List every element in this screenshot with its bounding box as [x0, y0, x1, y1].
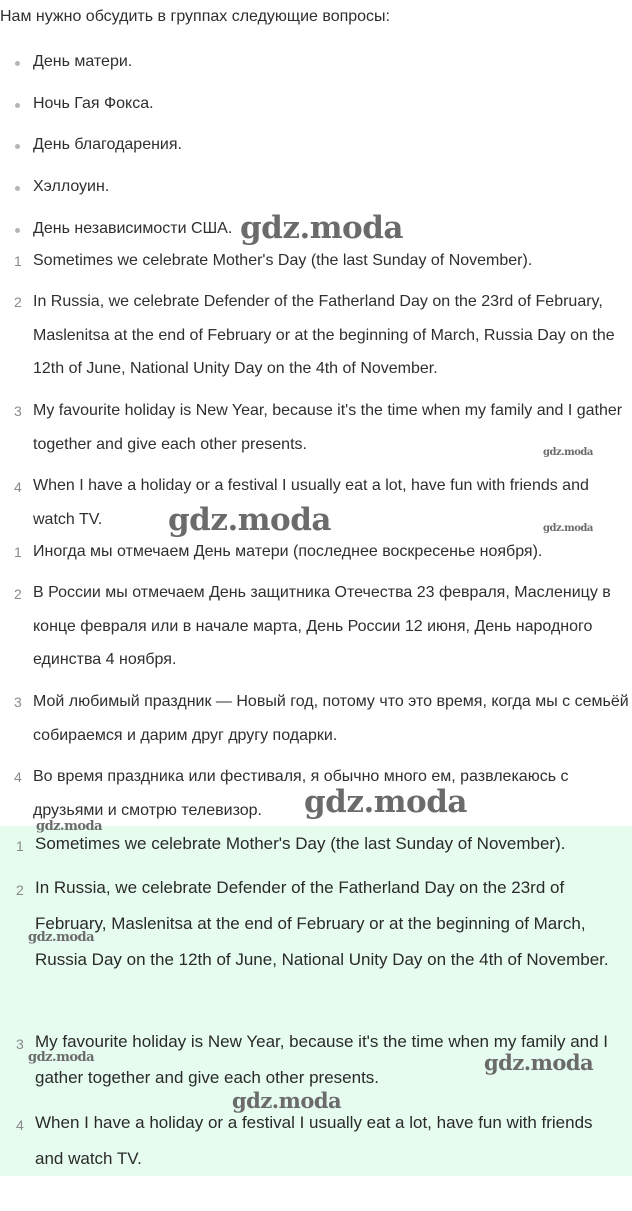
answer-text: My favourite holiday is New Year, because it's the time when my family and I gather together and give each other presents. — [35, 1032, 609, 1087]
answer-text: In Russia, we celebrate Defender of the Fatherland Day on the 23rd of February, Maslenitsa at the end of February or at the beginning of March, Russia Day on the 12th of June, National Unity Day on the 4th of November. — [33, 293, 615, 377]
answer-number: 1 — [16, 838, 24, 854]
watermark: gdz.moda — [543, 523, 593, 534]
answer-text: Мой любимый праздник — Новый год, потому что это время, когда мы с семьёй собираемся и дарим друг другу подарки. — [33, 693, 629, 744]
watermark: gdz.moda — [28, 1050, 95, 1065]
answer-box — [0, 826, 632, 1176]
answer-text: My favourite holiday is New Year, because it's the time when my family and I gather together and give each other presents. — [33, 402, 623, 453]
answer-text: Во время праздника или фестиваля, я обычно много ем, развлекаюсь с друзьями и смотрю телевизор. — [33, 768, 569, 819]
answer-number: 2 — [16, 882, 24, 898]
watermark: gdz.moda — [168, 502, 331, 538]
answer-number: 3 — [14, 403, 22, 419]
bullet-dot-icon — [15, 103, 20, 108]
watermark: gdz.moda — [28, 930, 95, 945]
answer-number: 3 — [14, 694, 22, 710]
intro-text: Нам нужно обсудить в группах следующие вопросы: — [0, 8, 390, 25]
answer-number: 1 — [14, 253, 22, 269]
watermark: gdz.moda — [232, 1088, 342, 1113]
answer-text: When I have a holiday or a festival I usually eat a lot, have fun with friends and watch TV. — [35, 1113, 593, 1168]
watermark: gdz.moda — [304, 784, 467, 820]
answer-text: Иногда мы отмечаем День матери (последнее воскресенье ноября). — [33, 543, 543, 560]
answer-text: In Russia, we celebrate Defender of the Fatherland Day on the 23rd of February, Maslenitsa at the end of February or at the beginning of March, Russia Day on the 12th of June, National Unity Day on the 4th of November. — [35, 878, 609, 969]
bullet-dot-icon — [15, 228, 20, 233]
answer-text: Sometimes we celebrate Mother's Day (the last Sunday of November). — [33, 252, 533, 269]
bullet-dot-icon — [15, 144, 20, 149]
answer-number: 2 — [14, 294, 22, 310]
answer-number: 3 — [16, 1036, 24, 1052]
answer-text: В России мы отмечаем День защитника Отечества 23 февраля, Масленицу в конце февраля или в начале марта, День России 12 июня, День народного единства 4 ноября. — [33, 584, 611, 668]
watermark: gdz.moda — [484, 1050, 594, 1075]
answer-number: 4 — [14, 479, 22, 495]
answer-number: 4 — [16, 1117, 24, 1133]
watermark: gdz.moda — [543, 447, 593, 458]
watermark: gdz.moda — [36, 819, 103, 834]
answer-number: 4 — [14, 769, 22, 785]
answer-text: Sometimes we celebrate Mother's Day (the last Sunday of November). — [35, 834, 566, 853]
bullet-dot-icon — [15, 186, 20, 191]
answer-text: When I have a holiday or a festival I usually eat a lot, have fun with friends and watch TV. — [33, 477, 589, 528]
answer-number: 1 — [14, 544, 22, 560]
bullet-dot-icon — [15, 61, 20, 66]
answer-number: 2 — [14, 586, 22, 602]
watermark: gdz.moda — [240, 210, 403, 246]
